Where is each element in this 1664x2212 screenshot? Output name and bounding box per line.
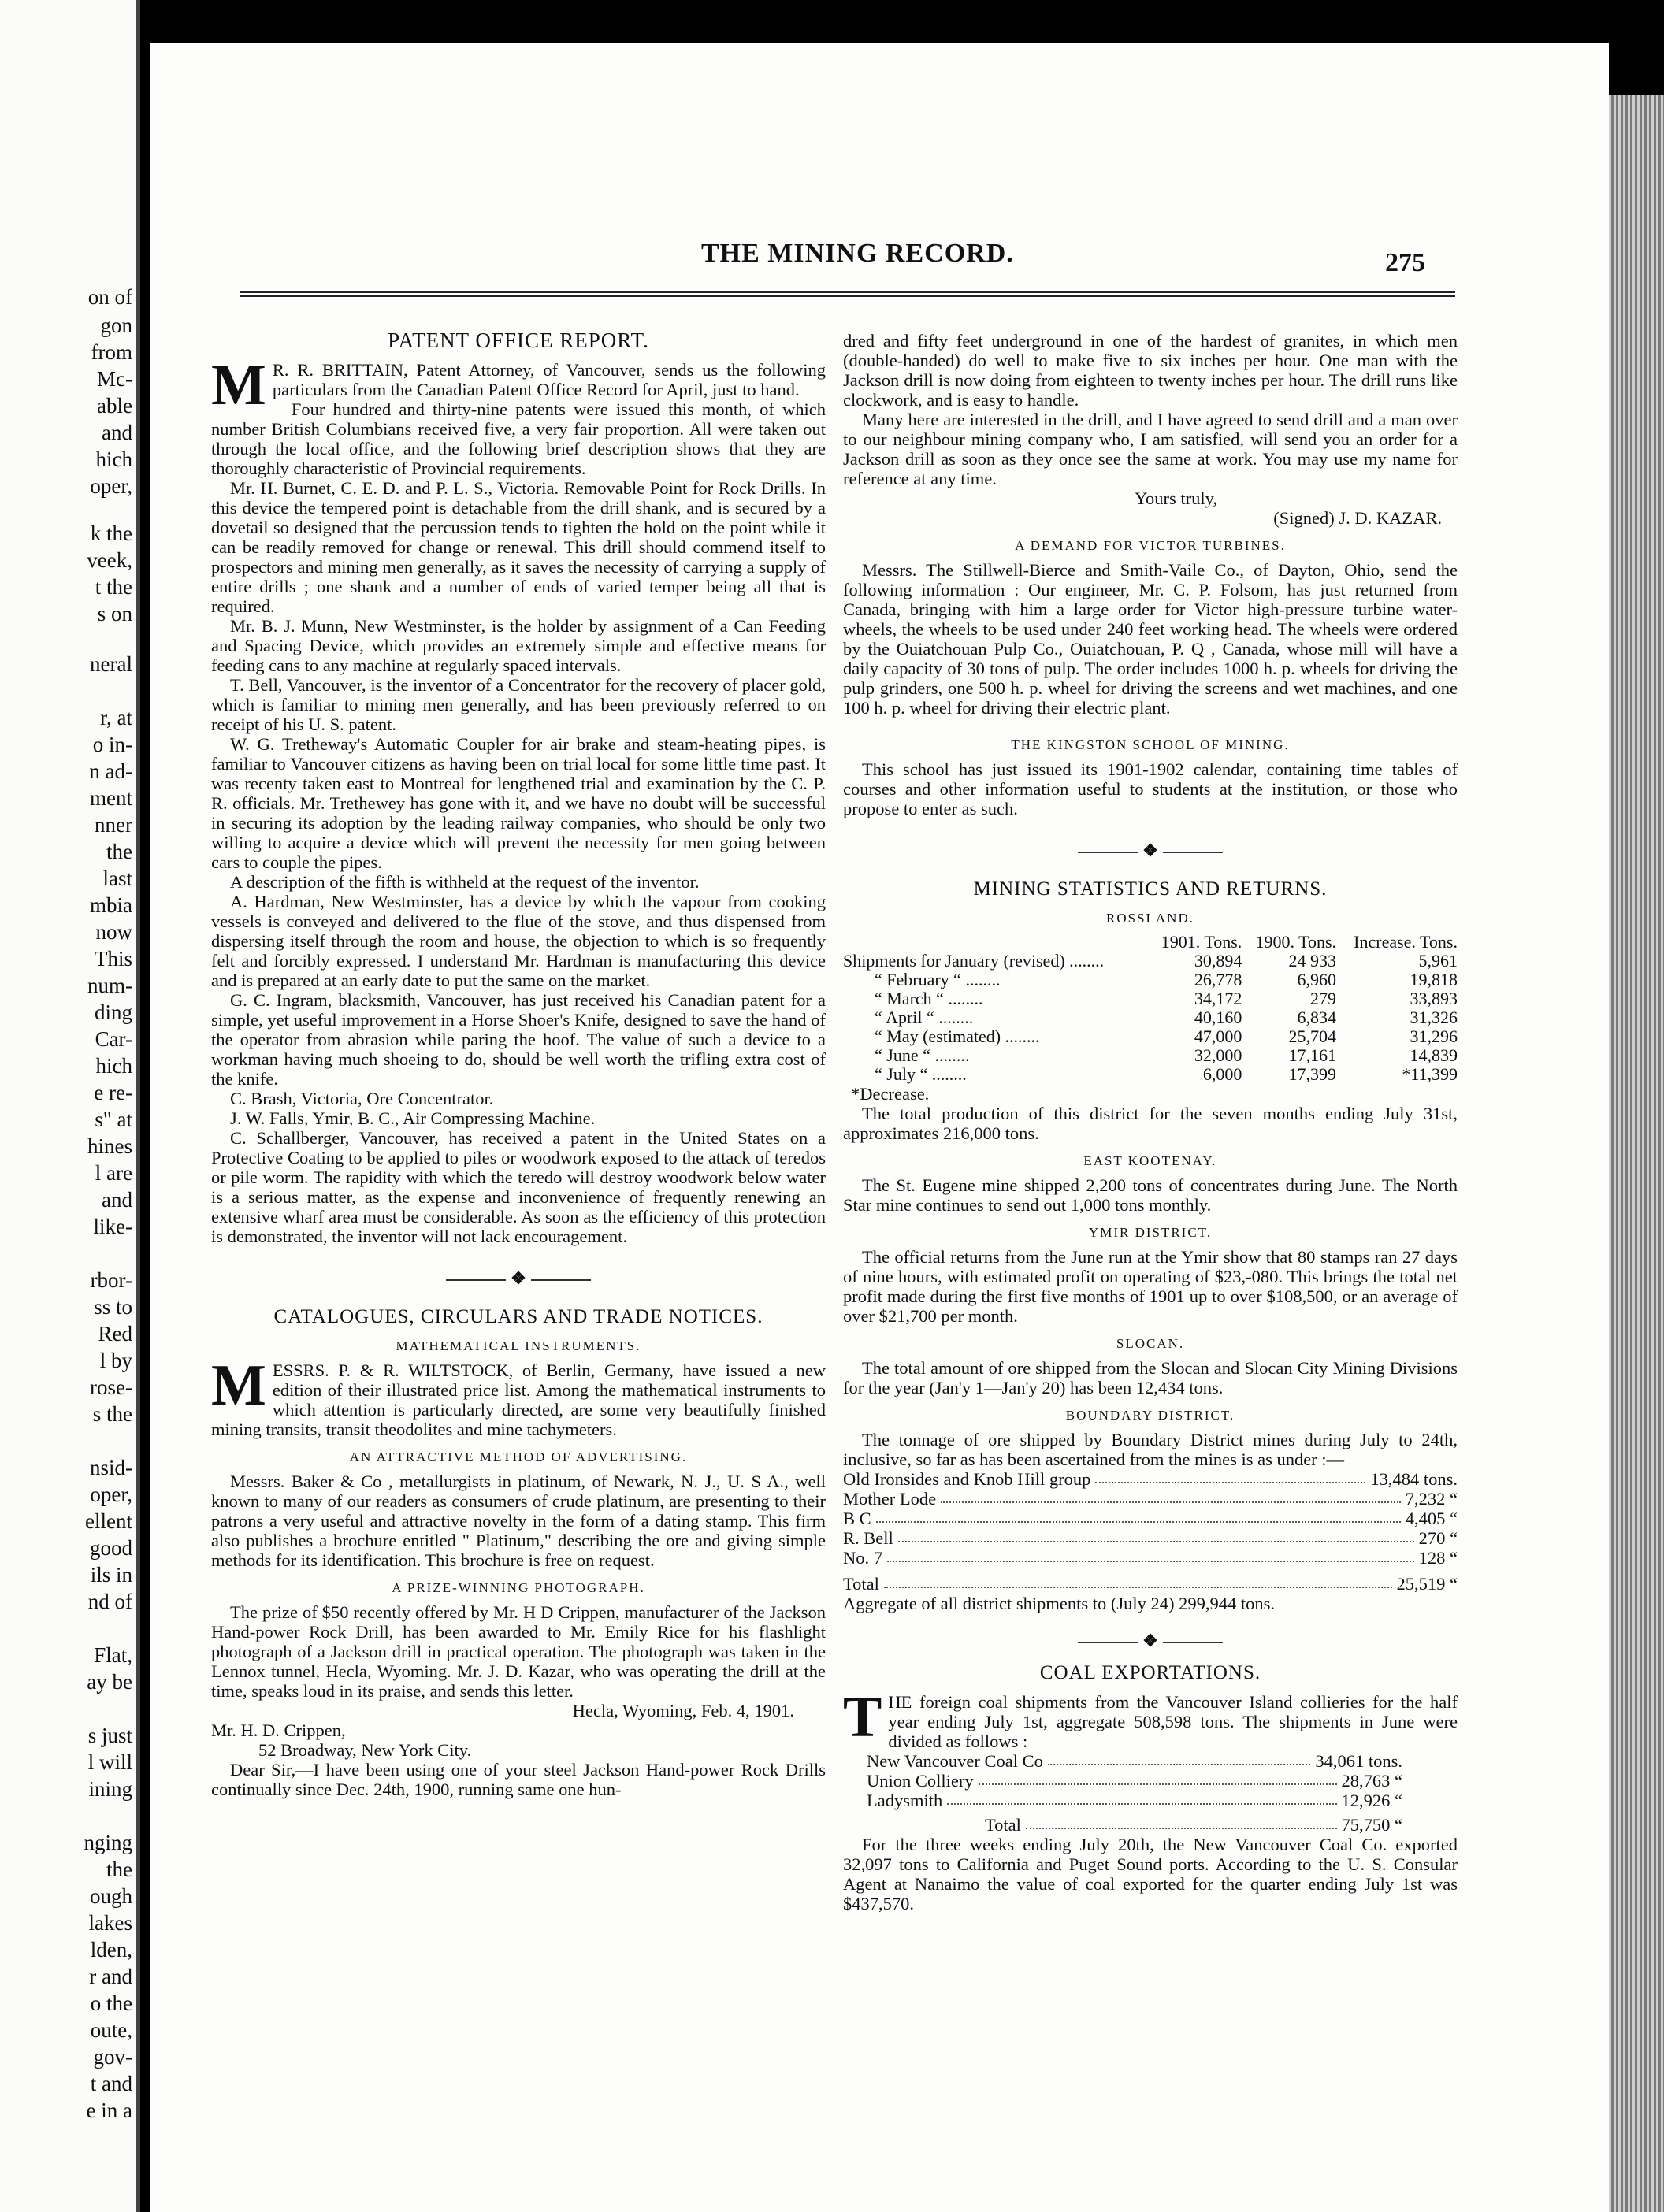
table-row: “ April “ ........ 40,160 6,834 31,326 bbox=[875, 1008, 1458, 1027]
table-row: “ June “ ........ 32,000 17,161 14,839 bbox=[875, 1045, 1458, 1065]
facing-page-line: l are bbox=[95, 1161, 132, 1185]
facing-page-line: l will bbox=[87, 1750, 132, 1774]
letter-body: Dear Sir,—I have been using one of your steel Jackson Hand-power Rock Drills continually since Dec. 24th, 1900, running same one hun- bbox=[211, 1760, 826, 1799]
list-item: Ladysmith 12,926 “ bbox=[867, 1791, 1402, 1810]
facing-page-line: oper, bbox=[90, 1483, 132, 1506]
facing-page-line: nging bbox=[84, 1831, 132, 1854]
patent-para: G. C. Ingram, blacksmith, Vancouver, has just received his Canadian patent for a simple, yet useful improvement in a Horse Shoer's Knife, designed to save the hand of the operator from abrasion while paring the hoof. The value of such a device to a workman having much shoeing to do, should be well worth the trifling extra cost of the knife. bbox=[211, 990, 826, 1089]
facing-page-line: last bbox=[102, 867, 132, 890]
facing-page-line: able bbox=[97, 394, 132, 418]
table-row: “ March “ ........ 34,172 279 33,893 bbox=[875, 989, 1458, 1008]
rossland-table bbox=[843, 933, 1458, 1084]
facing-page-line: Flat, bbox=[94, 1643, 132, 1667]
col-increase: Increase. Tons. bbox=[1354, 932, 1458, 952]
list-total: Total 25,519 “ bbox=[843, 1574, 1458, 1594]
facing-page-line: rose- bbox=[90, 1375, 132, 1399]
facing-page-line: and bbox=[102, 421, 132, 444]
facing-page-line: t the bbox=[95, 575, 132, 599]
math-heading: MATHEMATICAL INSTRUMENTS. bbox=[396, 1338, 641, 1353]
patent-para: J. W. Falls, Ymir, B. C., Air Compressing Machine. bbox=[230, 1108, 596, 1128]
facing-page-line: rbor- bbox=[90, 1268, 132, 1292]
facing-page-line: hines bbox=[87, 1134, 132, 1158]
facing-page-line: and bbox=[102, 1188, 132, 1212]
facing-page-line: o in- bbox=[92, 733, 132, 756]
math-text: MESSRS. P. & R. WILTSTOCK, of Berlin, Germany, have issued a new edition of their illustrated price list. Among the mathematical instruments to which attention is particularly directed, are some very beautifully finished mining transits, transit theodolites and mine tachymeters. bbox=[211, 1353, 826, 1439]
facing-page-line: t and bbox=[90, 2072, 132, 2095]
patent-para: Mr. H. Burnet, C. E. D. and P. L. S., Victoria. Removable Point for Rock Drills. In this device the tempered point is detachable from the drill shank, and is secured by a dovetail so designed that the percussion tends to tighten the hold on the point while it can be readily removed for change or renewal. This drill should commend itself to prospectors and mining men generally, as it saves the necessity of carrying a supply of entire drills ; one shank and a number of ends of varied temper being all that is required. bbox=[211, 478, 826, 616]
boundary-list bbox=[843, 1469, 1458, 1594]
letter-continued: dred and fifty feet underground in one of the hardest of granites, in which men (double-handed) do well to make five to six inches per hour. One man with the Jackson drill is now doing from eighteen to twenty inches per hour. The drill runs like clockwork, and is easy to handle. bbox=[843, 331, 1458, 410]
facing-page-line: gon bbox=[100, 314, 132, 337]
adv-text: Messrs. Baker & Co , metallurgists in platinum, of Newark, N. J., U. S A., well known to many of our readers as consumers of crude platinum, are presenting to their patrons a very useful and attractive novelty in the form of a dating stamp. This firm also publishes a brochure entitled " Platinum," describing the ore and giving simple methods for its identification. This brochure is free on request. bbox=[211, 1472, 826, 1570]
facing-page-line: ay be bbox=[87, 1670, 132, 1694]
ornament-divider: ❖ bbox=[843, 841, 1458, 860]
table-row: “ July “ ........ 6,000 17,399 *11,399 bbox=[875, 1064, 1458, 1084]
coal-text: THE foreign coal shipments from the Vancouver Island collieries for the half year ending July 1st, aggregate 508,598 tons. The shipments in June were divided as follows : bbox=[843, 1685, 1458, 1751]
header-rule bbox=[240, 291, 1455, 297]
slocan-text: The total amount of ore shipped from the Slocan and Slocan City Mining Divisions for the year (Jan'y 1—Jan'y 20) has been 12,434 tons. bbox=[843, 1358, 1458, 1397]
facing-page-line: s just bbox=[87, 1724, 132, 1747]
facing-page-line: ils in bbox=[90, 1563, 132, 1587]
facing-page-line: oper, bbox=[90, 474, 132, 498]
adv-heading: AN ATTRACTIVE METHOD OF ADVERTISING. bbox=[349, 1449, 688, 1464]
turbines-heading: A DEMAND FOR VICTOR TURBINES. bbox=[1015, 538, 1286, 553]
facing-page-line: on of bbox=[87, 285, 132, 309]
table-row: “ February “ ........ 26,778 6,960 19,818 bbox=[875, 970, 1458, 989]
facing-page-line: Red bbox=[98, 1322, 132, 1345]
patent-intro: M R. R. BRITTAIN, Patent Attorney, of Vancouver, sends us the following particulars from the Canadian Patent Office Record for April, just to hand. bbox=[211, 353, 826, 418]
patent-para: Mr. B. J. Munn, New Westminster, is the holder by assignment of a Can Feeding and Spacing Device, which provides an extremely simple and effective means for feeding cans to any machine at regularly spaced intervals. bbox=[211, 616, 826, 675]
page-number: 275 bbox=[1385, 248, 1425, 277]
facing-page-line: gov- bbox=[93, 2045, 132, 2069]
facing-page-line: ining bbox=[88, 1777, 132, 1801]
dropcap: T bbox=[843, 1685, 882, 1750]
facing-page-line: nd of bbox=[87, 1590, 132, 1613]
letter-signature: (Signed) J. D. KAZAR. bbox=[1273, 508, 1442, 528]
east-kootenay-heading: EAST KOOTENAY. bbox=[1083, 1153, 1217, 1168]
gutter bbox=[136, 0, 140, 2212]
list-item: No. 7 128 “ bbox=[843, 1548, 1458, 1568]
facing-page-line: r and bbox=[89, 1965, 132, 1988]
table-row: “ May (estimated) ........ 47,000 25,704 31,296 bbox=[875, 1026, 1458, 1046]
facing-page bbox=[0, 0, 140, 2212]
letter-place: Hecla, Wyoming, Feb. 4, 1901. bbox=[572, 1701, 794, 1720]
east-kootenay-text: The St. Eugene mine shipped 2,200 tons of concentrates during June. The North Star mine continues to send out 1,000 tons monthly. bbox=[843, 1175, 1458, 1215]
dropcap: M bbox=[211, 1353, 266, 1418]
page-header bbox=[150, 201, 1505, 295]
facing-page-line: good bbox=[90, 1536, 132, 1560]
coal-final: For the three weeks ending July 20th, the New Vancouver Coal Co. exported 32,097 tons to California and Puget Sound ports. According to the U. S. Consular Agent at Nanaimo the value of coal exported for the quarter ending July 1st was $437,570. bbox=[843, 1835, 1458, 1913]
letter-address: 52 Broadway, New York City. bbox=[258, 1740, 472, 1760]
patent-para: A description of the fifth is withheld at the request of the inventor. bbox=[230, 872, 700, 892]
facing-page-line: This bbox=[94, 947, 132, 971]
patent-para: Four hundred and thirty-nine patents were issued this month, of which number British Columbians received five, a very fair proportion. All were taken out through the local office, and the following brief description shows that they are thoroughly characteristic of Provincial requirements. bbox=[211, 399, 826, 478]
patent-para: A. Hardman, New Westminster, has a device by which the vapour from cooking vessels is conveyed and delivered to the flue of the stove, and thus dispensed from dispersing itself through the room and house, the objection to which is so frequently felt and forcibly expressed. I understand Mr. Hardman is manufacturing this device and is prepared at an early date to put the same on the market. bbox=[211, 892, 826, 990]
col-1901: 1901. Tons. bbox=[1161, 932, 1242, 952]
facing-page-line: the bbox=[106, 840, 132, 863]
coal-list bbox=[843, 1751, 1458, 1835]
facing-page-line: ough bbox=[90, 1884, 132, 1908]
facing-page-line: r, at bbox=[100, 706, 132, 729]
facing-page-line: e in a bbox=[86, 2099, 132, 2122]
patent-heading: PATENT OFFICE REPORT. bbox=[388, 328, 649, 352]
facing-page-line: now bbox=[95, 920, 132, 944]
ymir-heading: YMIR DISTRICT. bbox=[1088, 1225, 1213, 1240]
table-header-row bbox=[843, 933, 1458, 952]
photo-heading: A PRIZE-WINNING PHOTOGRAPH. bbox=[392, 1580, 645, 1595]
col-1900: 1900. Tons. bbox=[1255, 932, 1337, 952]
facing-page-line: n ad- bbox=[89, 759, 132, 783]
boundary-text: The tonnage of ore shipped by Boundary District mines during July to 24th, inclusive, so far as has been ascertained from the mines is as under :— bbox=[843, 1430, 1458, 1469]
list-item: Old Ironsides and Knob Hill group 13,484 tons. bbox=[843, 1469, 1458, 1489]
boundary-aggregate: Aggregate of all district shipments to (July 24) 299,944 tons. bbox=[843, 1594, 1276, 1613]
facing-page-line: Mc- bbox=[97, 367, 132, 391]
facing-page-line: l by bbox=[99, 1349, 132, 1372]
list-item: R. Bell 270 “ bbox=[843, 1528, 1458, 1548]
facing-page-line: s" at bbox=[95, 1108, 132, 1131]
facing-page-line: o the bbox=[90, 1991, 132, 2015]
page bbox=[150, 43, 1609, 2212]
letter-continued-2: Many here are interested in the drill, and I have agreed to send drill and a man over to our neighbour mining company who, I am satisfied, will send you an order for a Jackson drill as soon as they once see the same at work. You may use my name for reference at any time. bbox=[843, 410, 1458, 488]
list-item: Mother Lode 7,232 “ bbox=[843, 1489, 1458, 1509]
patent-para: C. Brash, Victoria, Ore Concentrator. bbox=[230, 1089, 494, 1108]
facing-page-line: s the bbox=[92, 1402, 132, 1426]
list-total: Total 75,750 “ bbox=[985, 1815, 1402, 1835]
facing-page-line: ss to bbox=[94, 1295, 132, 1319]
facing-page-line: neral bbox=[90, 652, 132, 676]
patent-para: C. Schallberger, Vancouver, has received a patent in the United States on a Protective Coating to be applied to piles or woodwork exposed to the attack of teredos or pile worm. The rapidity with which the teredo will destroy woodwork below water is a serious matter, as the expense and inconvenience of frequently renewing an extensive wharf area must be considerable. As soon as the efficiency of this protection is demonstrated, the inventor will not lack encouragement. bbox=[211, 1128, 826, 1246]
slocan-heading: SLOCAN. bbox=[1116, 1336, 1185, 1351]
table-row: Shipments for January (revised) ........ 30,894 24 933 5,961 bbox=[843, 951, 1458, 971]
decrease-note: *Decrease. bbox=[851, 1084, 930, 1104]
ornament-divider: ❖ bbox=[843, 1631, 1458, 1650]
kingston-heading: THE KINGSTON SCHOOL OF MINING. bbox=[1011, 737, 1290, 752]
turbines-text: Messrs. The Stillwell-Bierce and Smith-Vaile Co., of Dayton, Ohio, send the following information : Our engineer, Mr. C. P. Folsom, has just returned from Canada, bringing with him a large order for Victor high-pressure turbine water-wheels, the wheels to be used under 240 feet working head. The wheels were ordered by the Ouiatchouan Pulp Co., Ouiatchouan, P. Q , Canada, whose mill will have a daily capacity of 30 tons of pulp. The order includes 1000 h. p. wheels for driving the pulp grinders, one 500 h. p. wheel for driving the screens and wet machines, and one 100 h. p. wheel for driving their electric plant. bbox=[843, 560, 1458, 718]
letter-closing: Yours truly, bbox=[1135, 488, 1218, 508]
list-item: B C 4,405 “ bbox=[843, 1509, 1458, 1528]
ornament-divider: ❖ bbox=[211, 1268, 826, 1288]
facing-page-line: k the bbox=[90, 521, 132, 545]
list-item: New Vancouver Coal Co 34,061 tons. bbox=[867, 1751, 1402, 1771]
ymir-text: The official returns from the June run at the Ymir show that 80 stamps ran 27 days of nine hours, with estimated profit on operating of $23,-080. This brings the total net profit made during the first five months of 1901 up to over $108,500, or an average of over $21,700 per month. bbox=[843, 1247, 1458, 1326]
boundary-heading: BOUNDARY DISTRICT. bbox=[1065, 1408, 1235, 1423]
facing-page-line: oute, bbox=[90, 2018, 132, 2042]
facing-page-line: from bbox=[91, 340, 132, 364]
patent-para: T. Bell, Vancouver, is the inventor of a Concentrator for the recovery of placer gold, which is familiar to mining men generally, and has been previously referred to on receipt of his U. S. patent. bbox=[211, 675, 826, 734]
letter-to: Mr. H. D. Crippen, bbox=[211, 1720, 346, 1740]
rossland-heading: ROSSLAND. bbox=[1106, 911, 1194, 926]
catalogues-heading: CATALOGUES, CIRCULARS AND TRADE NOTICES. bbox=[273, 1306, 763, 1327]
kingston-text: This school has just issued its 1901-1902 calendar, containing time tables of courses and other information useful to students at the institution, or those who propose to enter as such. bbox=[843, 759, 1458, 818]
dropcap: M bbox=[211, 353, 266, 418]
rossland-total: The total production of this district for the seven months ending July 31st, approximates 216,000 tons. bbox=[843, 1104, 1458, 1143]
facing-page-line: hich bbox=[95, 447, 132, 471]
facing-page-line: ment bbox=[90, 786, 132, 810]
facing-page-line: like- bbox=[93, 1215, 132, 1238]
facing-page-line: veek, bbox=[87, 548, 132, 572]
facing-page-line: num- bbox=[87, 974, 132, 997]
photo-text: The prize of $50 recently offered by Mr. H D Crippen, manufacturer of the Jackson Hand-power Rock Drill, has been awarded to Mr. Emily Rice for his flashlight photograph of a Jackson drill in practical operation. The photograph was taken in the Lennox tunnel, Hecla, Wyoming. Mr. J. D. Kazar, who was operating the drill at the time, speaks loud in its praise, and sends this letter. bbox=[211, 1602, 826, 1701]
left-column bbox=[211, 328, 826, 1799]
patent-para: W. G. Tretheway's Automatic Coupler for air brake and steam-heating pipes, is familiar to Vancouver citizens as having been on trial local for some little time past. It was recenty taken east to Montreal for lengthened trial and examination by the C. P. R. officials. Mr. Trethewey has gone with it, and we have no doubt will be successful in securing its adoption by the leading railway companies, who should be only two willing to acquire a device which will prevent the necessity for men going between cars to couple the pipes. bbox=[211, 734, 826, 872]
facing-page-line: lden, bbox=[90, 1938, 132, 1961]
facing-page-line: e re- bbox=[94, 1081, 132, 1104]
masthead-title: THE MINING RECORD. bbox=[701, 239, 1014, 268]
facing-page-line: nsid- bbox=[90, 1456, 132, 1479]
right-column bbox=[843, 331, 1458, 1913]
facing-page-line: lakes bbox=[88, 1911, 132, 1935]
list-item: Union Colliery 28,763 “ bbox=[867, 1771, 1402, 1791]
facing-page-line: the bbox=[106, 1858, 132, 1881]
facing-page-line: nner bbox=[95, 813, 132, 837]
facing-page-line: ding bbox=[94, 1000, 132, 1024]
stats-heading: MINING STATISTICS AND RETURNS. bbox=[973, 878, 1328, 900]
coal-heading: COAL EXPORTATIONS. bbox=[1039, 1662, 1261, 1683]
facing-page-line: ellent bbox=[85, 1509, 132, 1533]
page-edges bbox=[1609, 95, 1664, 2212]
facing-page-line: s on bbox=[97, 602, 132, 625]
facing-page-line: mbia bbox=[90, 893, 132, 917]
facing-page-line: Car- bbox=[95, 1027, 132, 1051]
facing-page-line: hich bbox=[95, 1054, 132, 1078]
